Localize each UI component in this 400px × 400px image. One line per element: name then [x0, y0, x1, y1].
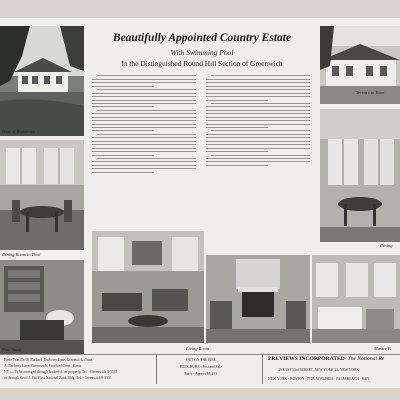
- study-caption: Pool Study: [2, 347, 22, 352]
- brand-name: [268, 356, 384, 362]
- study-photo: [0, 260, 84, 354]
- center-line-1: OUT ON THE FIRE: [186, 358, 216, 362]
- master-photo: [312, 255, 400, 343]
- dining-room-photo: [0, 140, 84, 250]
- living-room-photo: [92, 231, 204, 343]
- agent-line-1: Hyde Priscilla M. Burkard, Burberry Lane, Greenwich, Conn.: [4, 358, 94, 362]
- fireplace-photo: [206, 255, 310, 343]
- brand-cities: NEW YORK · BOSTON · PHILADELPHIA · PALM BEACH · SAN: [268, 377, 370, 381]
- dining-caption: Dining: [380, 243, 393, 248]
- dining-room-caption: Dining Room to Pool: [2, 252, 41, 257]
- body-text-left: [92, 73, 196, 175]
- dining-photo: [320, 109, 400, 242]
- master-caption: Master B: [374, 346, 391, 351]
- brand-address: 49 EAST 53rd STREET, NEW YORK 22, NEW YORK: [278, 368, 359, 372]
- brand-tagline: · The National Re: [344, 356, 385, 362]
- center-line-3: Taxes - Approx $5,253: [184, 372, 217, 376]
- body-text-right: [206, 73, 310, 168]
- brochure-sheet: [0, 18, 400, 388]
- footer-divider-2: [262, 354, 263, 384]
- location-line: In the Distinguished Round Hill Section of Greenwich: [121, 59, 283, 68]
- terrace-caption: Terrace at Rear: [356, 90, 385, 95]
- center-line-2: BROCHURE - Post and Sale: [180, 365, 222, 369]
- exterior-photo: [0, 26, 84, 136]
- footer-divider-1: [156, 354, 157, 384]
- living-room-caption: Living Room: [186, 346, 210, 351]
- page-subtitle: With Swimming Pool: [170, 48, 234, 57]
- exterior-caption: Gate of Residence: [2, 129, 35, 134]
- brand-name-text: PREVIEWS INCORPORATED: [268, 356, 345, 362]
- agent-line-2: A. Burberry Lane, Greenwich, Stratford Conn., Conn.: [4, 364, 82, 368]
- agent-line-4: or through Cecil J. Pol, First National Bank Bldg. Tel. - Greenwich 8-3535: [4, 376, 112, 380]
- agent-line-3: NY — To be arranged through broker(s), on property, Tel. - Greenwich 8-3535: [4, 370, 118, 374]
- page-title: Beautifully Appointed Country Estate: [112, 32, 292, 44]
